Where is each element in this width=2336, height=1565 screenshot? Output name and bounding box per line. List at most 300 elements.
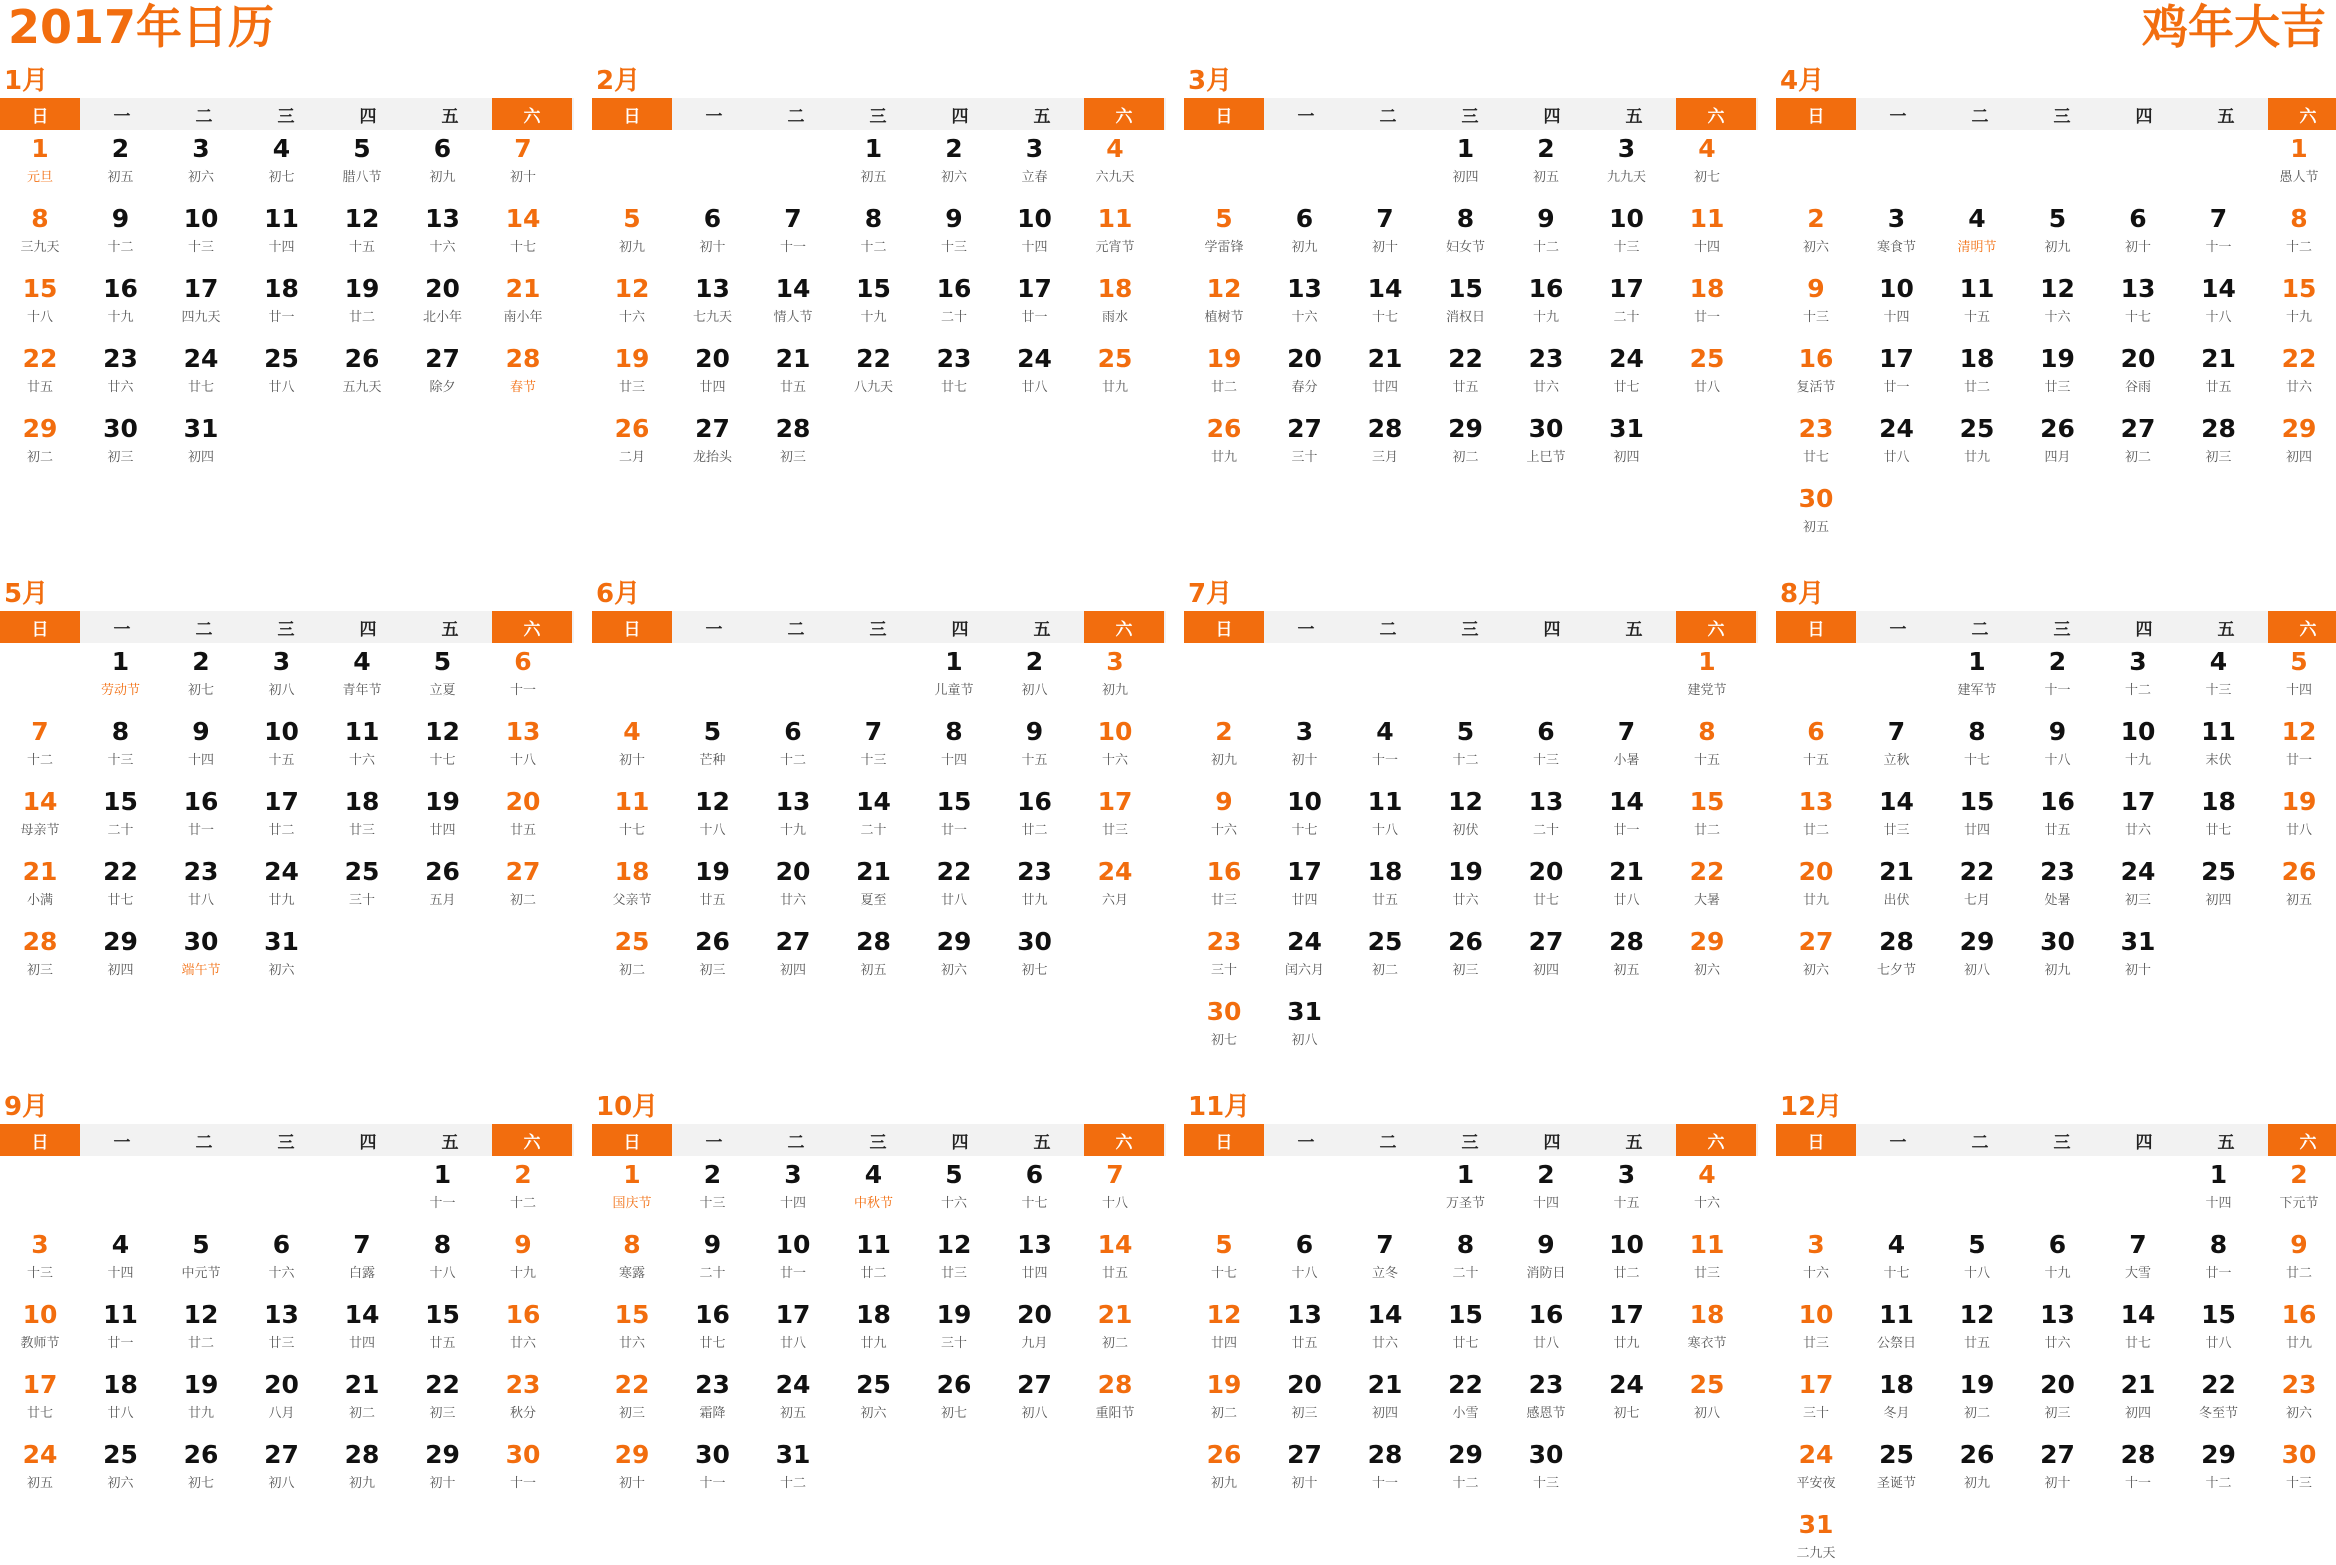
day-cell[interactable] [673,717,753,769]
day-cell[interactable] [161,414,241,466]
day-cell[interactable] [1075,1160,1155,1212]
day-cell[interactable] [1184,344,1264,396]
day-cell[interactable] [995,274,1075,326]
day-cell[interactable] [1075,857,1155,909]
day-cell[interactable] [1506,927,1586,979]
day-cell[interactable] [673,1230,753,1282]
day-cell[interactable] [242,1370,322,1422]
day-cell[interactable] [1265,1300,1345,1352]
day-cell[interactable] [1776,344,1856,396]
day-cell[interactable] [1426,1300,1506,1352]
day-cell[interactable] [1184,414,1264,466]
day-cell[interactable] [1265,717,1345,769]
day-cell[interactable] [1184,717,1264,769]
day-cell[interactable] [1075,1230,1155,1282]
day-cell[interactable] [403,787,483,839]
day-cell[interactable] [322,1230,402,1282]
day-cell[interactable] [834,1230,914,1282]
day-cell[interactable] [2179,647,2259,699]
day-cell[interactable] [81,1230,161,1282]
day-cell[interactable] [914,927,994,979]
day-cell[interactable] [2018,927,2098,979]
day-cell[interactable] [1345,1440,1425,1492]
day-cell[interactable] [2018,1300,2098,1352]
day-cell[interactable] [0,1230,80,1282]
day-cell[interactable] [1265,927,1345,979]
day-cell[interactable] [1937,1440,2017,1492]
day-cell[interactable] [834,927,914,979]
day-cell[interactable] [242,1440,322,1492]
day-cell[interactable] [161,274,241,326]
day-cell[interactable] [1857,927,1937,979]
day-cell[interactable] [1184,1300,1264,1352]
day-cell[interactable] [1506,1440,1586,1492]
day-cell[interactable] [1506,787,1586,839]
day-cell[interactable] [1075,787,1155,839]
day-cell[interactable] [161,927,241,979]
day-cell[interactable] [592,857,672,909]
day-cell[interactable] [1667,134,1747,186]
day-cell[interactable] [242,134,322,186]
day-cell[interactable] [1667,647,1747,699]
day-cell[interactable] [2018,1230,2098,1282]
day-cell[interactable] [81,787,161,839]
day-cell[interactable] [673,1440,753,1492]
day-cell[interactable] [161,1440,241,1492]
day-cell[interactable] [1506,1230,1586,1282]
day-cell[interactable] [673,344,753,396]
day-cell[interactable] [834,787,914,839]
day-cell[interactable] [2098,927,2178,979]
day-cell[interactable] [1184,997,1264,1049]
day-cell[interactable] [1776,274,1856,326]
day-cell[interactable] [1184,1440,1264,1492]
day-cell[interactable] [2259,204,2336,256]
day-cell[interactable] [834,274,914,326]
day-cell[interactable] [1857,1230,1937,1282]
day-cell[interactable] [1587,134,1667,186]
day-cell[interactable] [2179,344,2259,396]
day-cell[interactable] [1857,857,1937,909]
day-cell[interactable] [403,1370,483,1422]
day-cell[interactable] [1587,787,1667,839]
day-cell[interactable] [1937,717,2017,769]
day-cell[interactable] [1857,274,1937,326]
day-cell[interactable] [1506,414,1586,466]
day-cell[interactable] [2098,647,2178,699]
day-cell[interactable] [753,344,833,396]
day-cell[interactable] [1265,997,1345,1049]
day-cell[interactable] [1506,717,1586,769]
day-cell[interactable] [1857,414,1937,466]
day-cell[interactable] [1426,857,1506,909]
day-cell[interactable] [914,787,994,839]
day-cell[interactable] [914,344,994,396]
day-cell[interactable] [753,1160,833,1212]
day-cell[interactable] [1426,344,1506,396]
day-cell[interactable] [1426,204,1506,256]
day-cell[interactable] [753,1440,833,1492]
day-cell[interactable] [1265,1230,1345,1282]
day-cell[interactable] [592,927,672,979]
day-cell[interactable] [0,204,80,256]
day-cell[interactable] [2098,857,2178,909]
day-cell[interactable] [1587,857,1667,909]
day-cell[interactable] [1345,1300,1425,1352]
day-cell[interactable] [1265,857,1345,909]
day-cell[interactable] [1506,857,1586,909]
day-cell[interactable] [2259,344,2336,396]
day-cell[interactable] [1667,717,1747,769]
day-cell[interactable] [2098,414,2178,466]
day-cell[interactable] [2018,1440,2098,1492]
day-cell[interactable] [1937,1230,2017,1282]
day-cell[interactable] [242,344,322,396]
day-cell[interactable] [81,1300,161,1352]
day-cell[interactable] [753,787,833,839]
day-cell[interactable] [1345,414,1425,466]
day-cell[interactable] [1345,274,1425,326]
day-cell[interactable] [995,857,1075,909]
day-cell[interactable] [2179,787,2259,839]
day-cell[interactable] [1426,1160,1506,1212]
day-cell[interactable] [403,717,483,769]
day-cell[interactable] [834,1370,914,1422]
day-cell[interactable] [914,717,994,769]
day-cell[interactable] [1587,1230,1667,1282]
day-cell[interactable] [81,204,161,256]
day-cell[interactable] [403,1440,483,1492]
day-cell[interactable] [1426,1230,1506,1282]
day-cell[interactable] [242,787,322,839]
day-cell[interactable] [1184,927,1264,979]
day-cell[interactable] [322,857,402,909]
day-cell[interactable] [914,1300,994,1352]
day-cell[interactable] [81,1440,161,1492]
day-cell[interactable] [1184,1370,1264,1422]
day-cell[interactable] [322,717,402,769]
day-cell[interactable] [1776,1510,1856,1562]
day-cell[interactable] [483,134,563,186]
day-cell[interactable] [1667,857,1747,909]
day-cell[interactable] [592,344,672,396]
day-cell[interactable] [403,1160,483,1212]
day-cell[interactable] [2098,787,2178,839]
day-cell[interactable] [1776,414,1856,466]
day-cell[interactable] [834,1160,914,1212]
day-cell[interactable] [1667,1300,1747,1352]
day-cell[interactable] [2259,1300,2336,1352]
day-cell[interactable] [914,274,994,326]
day-cell[interactable] [2179,1370,2259,1422]
day-cell[interactable] [753,1370,833,1422]
day-cell[interactable] [673,927,753,979]
day-cell[interactable] [161,857,241,909]
day-cell[interactable] [592,787,672,839]
day-cell[interactable] [1857,344,1937,396]
day-cell[interactable] [483,274,563,326]
day-cell[interactable] [1075,274,1155,326]
day-cell[interactable] [242,1300,322,1352]
day-cell[interactable] [1587,1370,1667,1422]
day-cell[interactable] [2098,204,2178,256]
day-cell[interactable] [1075,1300,1155,1352]
day-cell[interactable] [81,717,161,769]
day-cell[interactable] [2259,1370,2336,1422]
day-cell[interactable] [2179,857,2259,909]
day-cell[interactable] [0,1300,80,1352]
day-cell[interactable] [2259,647,2336,699]
day-cell[interactable] [2018,344,2098,396]
day-cell[interactable] [2098,1440,2178,1492]
day-cell[interactable] [2179,1160,2259,1212]
day-cell[interactable] [403,344,483,396]
day-cell[interactable] [753,274,833,326]
day-cell[interactable] [0,274,80,326]
day-cell[interactable] [2179,717,2259,769]
day-cell[interactable] [322,344,402,396]
day-cell[interactable] [2259,414,2336,466]
day-cell[interactable] [592,1230,672,1282]
day-cell[interactable] [914,1160,994,1212]
day-cell[interactable] [834,134,914,186]
day-cell[interactable] [1667,1370,1747,1422]
day-cell[interactable] [592,1160,672,1212]
day-cell[interactable] [1857,1370,1937,1422]
day-cell[interactable] [1426,1370,1506,1422]
day-cell[interactable] [2259,1160,2336,1212]
day-cell[interactable] [1426,787,1506,839]
day-cell[interactable] [242,274,322,326]
day-cell[interactable] [673,274,753,326]
day-cell[interactable] [1265,1370,1345,1422]
day-cell[interactable] [483,204,563,256]
day-cell[interactable] [1265,414,1345,466]
day-cell[interactable] [483,857,563,909]
day-cell[interactable] [2098,344,2178,396]
day-cell[interactable] [1345,927,1425,979]
day-cell[interactable] [1667,204,1747,256]
day-cell[interactable] [1506,204,1586,256]
day-cell[interactable] [1587,927,1667,979]
day-cell[interactable] [322,1440,402,1492]
day-cell[interactable] [1857,204,1937,256]
day-cell[interactable] [995,647,1075,699]
day-cell[interactable] [81,1370,161,1422]
day-cell[interactable] [81,927,161,979]
day-cell[interactable] [995,1160,1075,1212]
day-cell[interactable] [2018,1370,2098,1422]
day-cell[interactable] [914,857,994,909]
day-cell[interactable] [403,647,483,699]
day-cell[interactable] [1426,717,1506,769]
day-cell[interactable] [322,134,402,186]
day-cell[interactable] [995,717,1075,769]
day-cell[interactable] [161,647,241,699]
day-cell[interactable] [1776,857,1856,909]
day-cell[interactable] [1937,344,2017,396]
day-cell[interactable] [753,717,833,769]
day-cell[interactable] [1776,1440,1856,1492]
day-cell[interactable] [1937,414,2017,466]
day-cell[interactable] [242,647,322,699]
day-cell[interactable] [1426,927,1506,979]
day-cell[interactable] [1857,787,1937,839]
day-cell[interactable] [242,204,322,256]
day-cell[interactable] [2018,787,2098,839]
day-cell[interactable] [1184,1230,1264,1282]
day-cell[interactable] [1506,1160,1586,1212]
day-cell[interactable] [81,274,161,326]
day-cell[interactable] [673,787,753,839]
day-cell[interactable] [403,134,483,186]
day-cell[interactable] [2259,1440,2336,1492]
day-cell[interactable] [2018,647,2098,699]
day-cell[interactable] [2259,1230,2336,1282]
day-cell[interactable] [1345,787,1425,839]
day-cell[interactable] [1184,274,1264,326]
day-cell[interactable] [483,647,563,699]
day-cell[interactable] [2259,787,2336,839]
day-cell[interactable] [1667,927,1747,979]
day-cell[interactable] [914,134,994,186]
day-cell[interactable] [1426,274,1506,326]
day-cell[interactable] [483,1300,563,1352]
day-cell[interactable] [1075,647,1155,699]
day-cell[interactable] [1345,717,1425,769]
day-cell[interactable] [1937,1370,2017,1422]
day-cell[interactable] [2259,134,2336,186]
day-cell[interactable] [673,1300,753,1352]
day-cell[interactable] [834,717,914,769]
day-cell[interactable] [483,717,563,769]
day-cell[interactable] [753,414,833,466]
day-cell[interactable] [2179,414,2259,466]
day-cell[interactable] [2018,204,2098,256]
day-cell[interactable] [834,344,914,396]
day-cell[interactable] [483,1370,563,1422]
day-cell[interactable] [1345,204,1425,256]
day-cell[interactable] [2018,717,2098,769]
day-cell[interactable] [0,787,80,839]
day-cell[interactable] [322,787,402,839]
day-cell[interactable] [673,204,753,256]
day-cell[interactable] [0,344,80,396]
day-cell[interactable] [242,857,322,909]
day-cell[interactable] [2259,717,2336,769]
day-cell[interactable] [1587,717,1667,769]
day-cell[interactable] [483,1440,563,1492]
day-cell[interactable] [403,1230,483,1282]
day-cell[interactable] [2179,204,2259,256]
day-cell[interactable] [592,1440,672,1492]
day-cell[interactable] [322,647,402,699]
day-cell[interactable] [1937,647,2017,699]
day-cell[interactable] [2179,274,2259,326]
day-cell[interactable] [1937,204,2017,256]
day-cell[interactable] [592,414,672,466]
day-cell[interactable] [2098,274,2178,326]
day-cell[interactable] [1345,1370,1425,1422]
day-cell[interactable] [0,134,80,186]
day-cell[interactable] [1184,857,1264,909]
day-cell[interactable] [403,1300,483,1352]
day-cell[interactable] [1667,1230,1747,1282]
day-cell[interactable] [1426,1440,1506,1492]
day-cell[interactable] [1776,787,1856,839]
day-cell[interactable] [1506,1300,1586,1352]
day-cell[interactable] [592,1370,672,1422]
day-cell[interactable] [1265,204,1345,256]
day-cell[interactable] [995,927,1075,979]
day-cell[interactable] [592,204,672,256]
day-cell[interactable] [403,204,483,256]
day-cell[interactable] [1667,274,1747,326]
day-cell[interactable] [81,857,161,909]
day-cell[interactable] [1587,1300,1667,1352]
day-cell[interactable] [995,1300,1075,1352]
day-cell[interactable] [1506,274,1586,326]
day-cell[interactable] [0,1440,80,1492]
day-cell[interactable] [673,1160,753,1212]
day-cell[interactable] [1776,1370,1856,1422]
day-cell[interactable] [161,134,241,186]
day-cell[interactable] [995,787,1075,839]
day-cell[interactable] [1075,717,1155,769]
day-cell[interactable] [161,787,241,839]
day-cell[interactable] [1265,1440,1345,1492]
day-cell[interactable] [1426,134,1506,186]
day-cell[interactable] [2259,274,2336,326]
day-cell[interactable] [0,1370,80,1422]
day-cell[interactable] [322,204,402,256]
day-cell[interactable] [2098,1370,2178,1422]
day-cell[interactable] [0,857,80,909]
day-cell[interactable] [1184,787,1264,839]
day-cell[interactable] [1506,134,1586,186]
day-cell[interactable] [1426,414,1506,466]
day-cell[interactable] [483,787,563,839]
day-cell[interactable] [2179,1300,2259,1352]
day-cell[interactable] [1075,134,1155,186]
day-cell[interactable] [0,927,80,979]
day-cell[interactable] [161,1230,241,1282]
day-cell[interactable] [161,717,241,769]
day-cell[interactable] [2098,1230,2178,1282]
day-cell[interactable] [81,414,161,466]
day-cell[interactable] [1075,204,1155,256]
day-cell[interactable] [834,1300,914,1352]
day-cell[interactable] [2179,1230,2259,1282]
day-cell[interactable] [753,857,833,909]
day-cell[interactable] [1587,1160,1667,1212]
day-cell[interactable] [1776,717,1856,769]
day-cell[interactable] [0,414,80,466]
day-cell[interactable] [2018,857,2098,909]
day-cell[interactable] [1937,857,2017,909]
day-cell[interactable] [1937,927,2017,979]
day-cell[interactable] [1506,1370,1586,1422]
day-cell[interactable] [1184,204,1264,256]
day-cell[interactable] [1587,414,1667,466]
day-cell[interactable] [2259,857,2336,909]
day-cell[interactable] [2179,1440,2259,1492]
day-cell[interactable] [1667,787,1747,839]
day-cell[interactable] [673,414,753,466]
day-cell[interactable] [1776,204,1856,256]
day-cell[interactable] [1857,1300,1937,1352]
day-cell[interactable] [483,344,563,396]
